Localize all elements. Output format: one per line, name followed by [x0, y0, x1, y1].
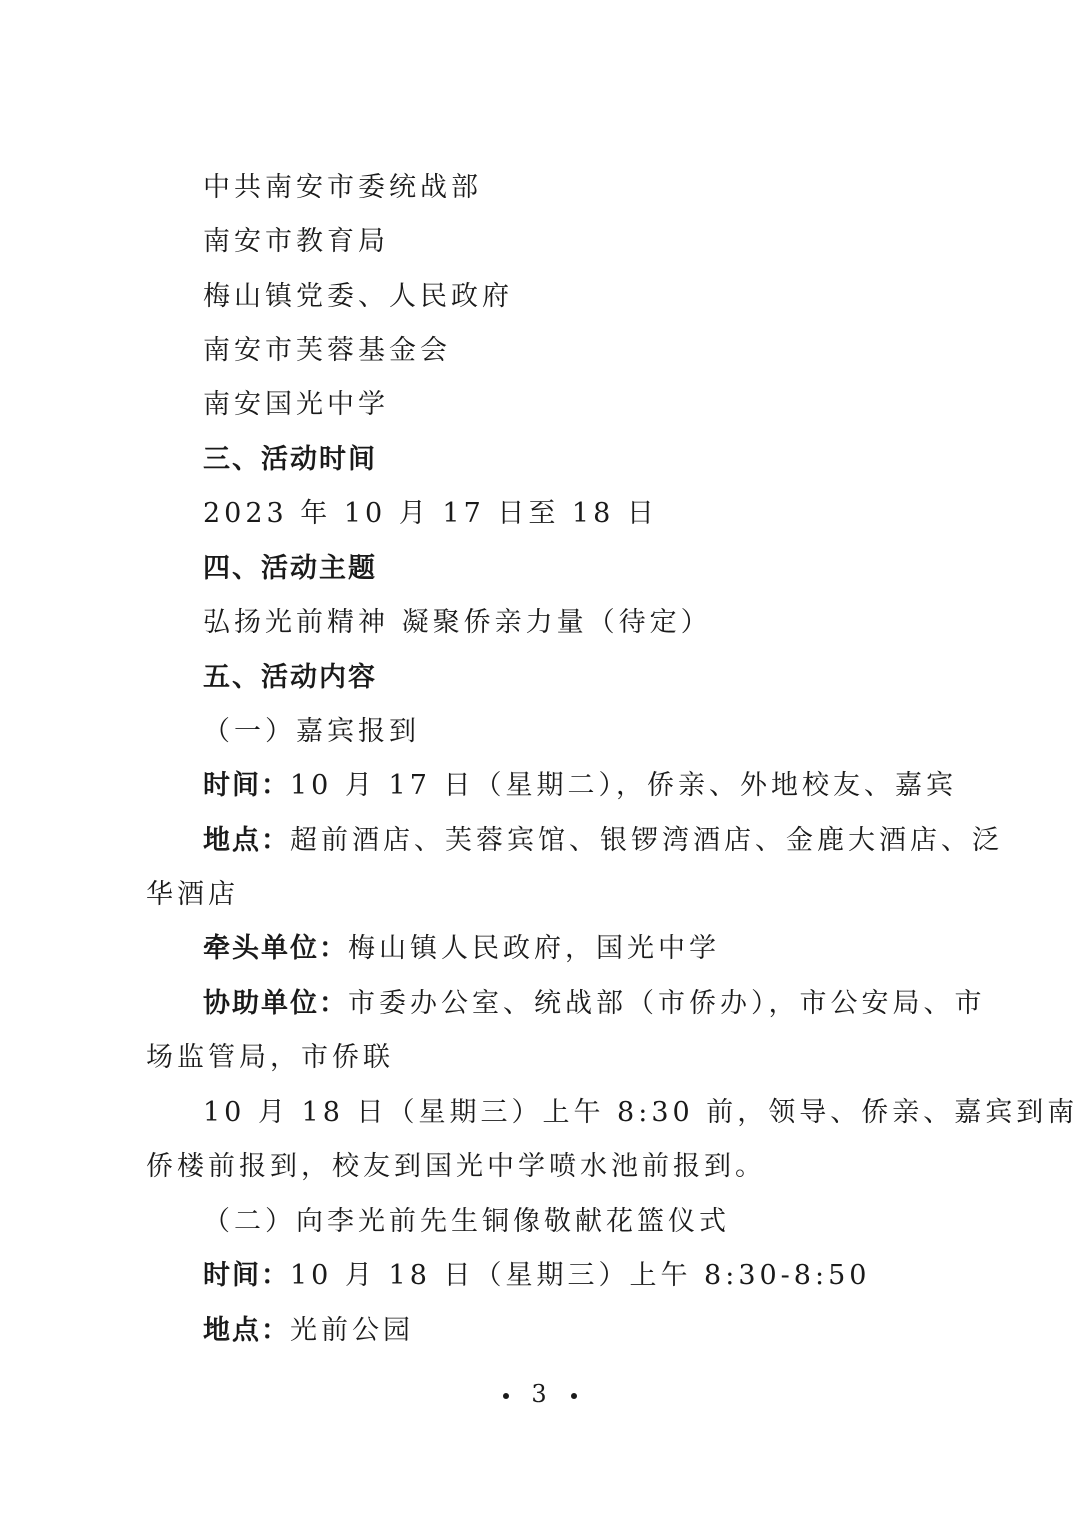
- section-heading-theme: 四、活动主题: [203, 553, 377, 584]
- assist-unit-line: [203, 986, 986, 1022]
- time-label: 时间：: [203, 770, 290, 801]
- registration-place-continued: 华酒店: [146, 879, 239, 910]
- organizer-line-3: 梅山镇党委、人民政府: [203, 281, 513, 312]
- section-heading-time: 三、活动时间: [203, 444, 377, 475]
- ceremony-place-line: [203, 1313, 946, 1349]
- ceremony-place-label: 地点：: [203, 1315, 290, 1346]
- place-label: 地点：: [203, 825, 290, 856]
- activity-theme-text: 弘扬光前精神 凝聚侨亲力量（待定）: [203, 607, 712, 638]
- organizer-line-2: 南安市教育局: [203, 226, 389, 257]
- organizer-line-1: 中共南安市委统战部: [203, 172, 482, 203]
- assist-unit-value: 市委办公室、统战部（市侨办），市公安局、市: [348, 988, 986, 1019]
- bullet-dot-left: [503, 1393, 509, 1399]
- lead-unit-value: 梅山镇人民政府，国光中学: [348, 933, 720, 964]
- organizer-line-5: 南安国光中学: [203, 389, 389, 420]
- assist-unit-continued: 场监管局，市侨联: [146, 1042, 394, 1073]
- page-footer: [0, 1378, 1080, 1410]
- time-value: 10 月 17 日（星期二），侨亲、外地校友、嘉宾: [290, 770, 957, 801]
- page-number: 3: [531, 1380, 549, 1408]
- registration-time-line: [203, 768, 957, 804]
- ceremony-place-value: 光前公园: [290, 1315, 414, 1346]
- ceremony-time-label: 时间：: [203, 1260, 290, 1291]
- organizer-line-4: 南安市芙蓉基金会: [203, 335, 451, 366]
- registration-note-continued: 侨楼前报到，校友到国光中学喷水池前报到。: [146, 1151, 766, 1182]
- registration-note-line: 10 月 18 日（星期三）上午 8:30 前，领导、侨亲、嘉宾到南: [203, 1097, 1079, 1128]
- subsection-title-ceremony: （二）向李光前先生铜像敬献花篮仪式: [203, 1206, 730, 1237]
- place-value: 超前酒店、芙蓉宾馆、银锣湾酒店、金鹿大酒店、泛: [290, 825, 1003, 856]
- ceremony-time-line: [203, 1258, 946, 1294]
- lead-unit-line: [203, 931, 946, 967]
- lead-unit-label: 牵头单位：: [203, 933, 348, 964]
- ceremony-time-value: 10 月 18 日（星期三）上午 8:30-8:50: [290, 1260, 871, 1291]
- assist-unit-label: 协助单位：: [203, 988, 348, 1019]
- section-heading-content: 五、活动内容: [203, 662, 377, 693]
- registration-place-line: [203, 823, 1003, 859]
- subsection-title-registration: （一）嘉宾报到: [203, 716, 420, 747]
- bullet-dot-right: [571, 1393, 577, 1399]
- activity-time-text: 2023 年 10 月 17 日至 18 日: [203, 498, 658, 529]
